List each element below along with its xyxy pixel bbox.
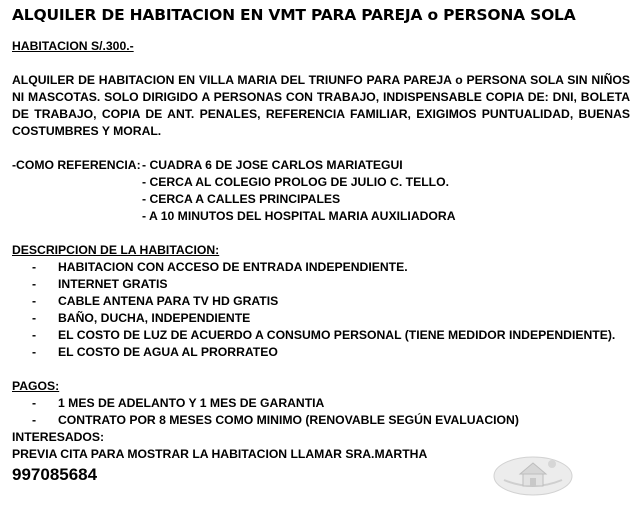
list-item-text: INTERNET GRATIS <box>58 277 168 291</box>
phone-number: 997085684 <box>12 465 98 484</box>
payments-list <box>12 395 630 429</box>
list-item-text: CONTRATO POR 8 MESES COMO MINIMO (RENOVABLE SEGÚN EVALUACION) <box>58 413 519 427</box>
house-logo-icon <box>492 450 574 498</box>
list-item <box>12 412 630 429</box>
list-item-text: HABITACION CON ACCESO DE ENTRADA INDEPENDIENTE. <box>58 260 408 274</box>
description-paragraph: ALQUILER DE HABITACION EN VILLA MARIA DEL TRIUNFO PARA PAREJA o PERSONA SOLA SIN NIÑOS NI MASCOTAS. SOLO DIRIGIDO A PERSONAS CON TRABAJO, INDISPENSABLE COPIA DE: DNI, BOLETA DE TRABAJO, COPIA DE ANT. PENALES, REFERENCIA FAMILIAR, EXIGIMOS PUNTUALIDAD, BUENAS COSTUMBRES Y MORAL. <box>12 73 630 138</box>
list-item-text: EL COSTO DE LUZ DE ACUERDO A CONSUMO PERSONAL (TIENE MEDIDOR INDEPENDIENTE). <box>58 328 616 342</box>
dash-bullet: - <box>32 294 37 308</box>
dash-bullet: - <box>32 413 37 427</box>
dash-bullet: - <box>32 311 37 325</box>
dash-bullet: - <box>32 277 37 291</box>
list-item <box>12 293 630 310</box>
list-item <box>12 276 630 293</box>
list-item <box>12 310 630 327</box>
contact-heading: INTERESADOS: <box>12 430 105 444</box>
list-item-text: EL COSTO DE AGUA AL PRORRATEO <box>58 345 278 359</box>
room-features-list <box>12 259 630 361</box>
dash-bullet: - <box>32 345 37 359</box>
reference-label: -COMO REFERENCIA: <box>12 158 141 172</box>
reference-list <box>142 157 630 225</box>
list-item <box>12 344 630 361</box>
list-item <box>12 259 630 276</box>
dash-bullet: - <box>32 328 37 342</box>
reference-item: - CERCA A CALLES PRINCIPALES <box>142 192 341 206</box>
list-item-text: BAÑO, DUCHA, INDEPENDIENTE <box>58 311 251 325</box>
reference-item: - CERCA AL COLEGIO PROLOG DE JULIO C. TELLO. <box>142 175 449 189</box>
list-item <box>12 327 630 344</box>
ad-document <box>12 6 630 485</box>
contact-text: PREVIA CITA PARA MOSTRAR LA HABITACION LLAMAR SRA.MARTHA <box>12 447 428 461</box>
list-item-text: CABLE ANTENA PARA TV HD GRATIS <box>58 294 279 308</box>
room-description-heading: DESCRIPCION DE LA HABITACION: <box>12 243 220 257</box>
reference-item: - A 10 MINUTOS DEL HOSPITAL MARIA AUXILIADORA <box>142 209 456 223</box>
payments-heading: PAGOS: <box>12 379 60 393</box>
room-price: HABITACION S/.300.- <box>12 39 134 53</box>
house-logo-graphic <box>492 450 574 498</box>
dash-bullet: - <box>32 396 37 410</box>
page-title: ALQUILER DE HABITACION EN VMT PARA PAREJA o PERSONA SOLA <box>12 6 576 24</box>
reference-section <box>12 157 630 225</box>
reference-item: - CUADRA 6 DE JOSE CARLOS MARIATEGUI <box>142 158 403 172</box>
dash-bullet: - <box>32 260 37 274</box>
list-item <box>12 395 630 412</box>
list-item-text: 1 MES DE ADELANTO Y 1 MES DE GARANTIA <box>58 396 325 410</box>
